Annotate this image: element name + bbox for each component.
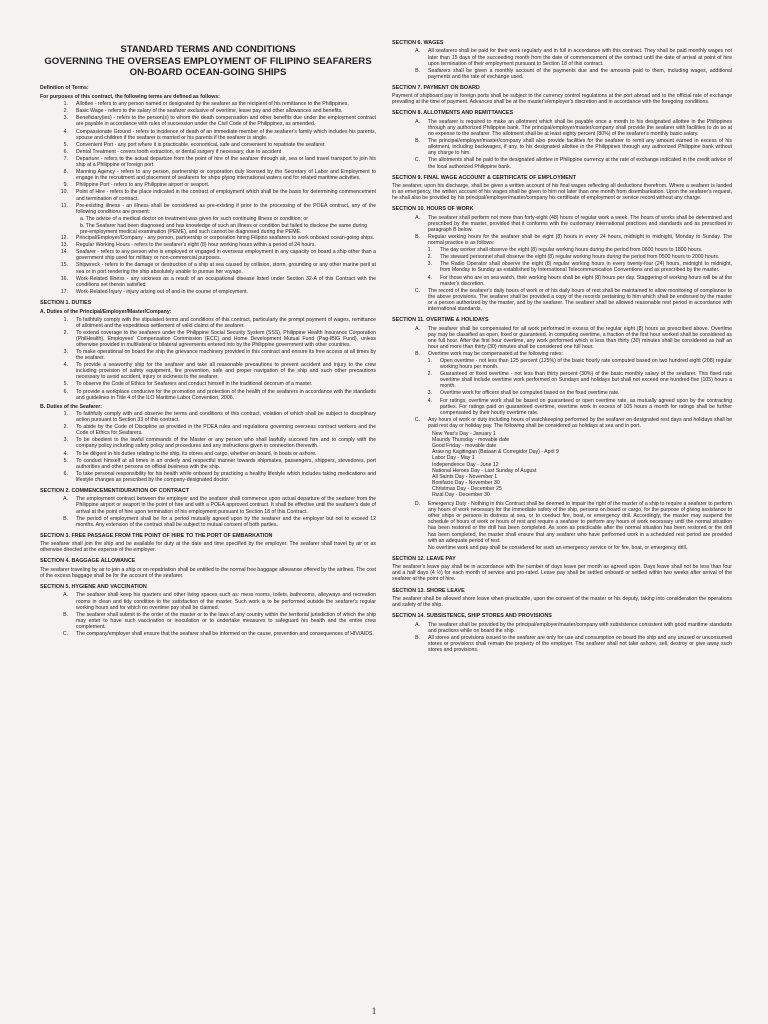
section-3-text: The seafarer shall join the ship and be available for duty at the date and time specified by the employer. The seafarer shall travel by air or as otherwise directed at the expense of the employer. — [40, 541, 376, 554]
duty-item: 4. To provide a seaworthy ship for the seafarer and take all reasonable precautions to prevent accident and injury to the crew including provision of safety equipment, fire prevention, safe and proper navigation of the ship and such other precautions necessary to avoid accident, injury or sickness to the seafarer. — [63, 362, 376, 381]
duty-item: 2. To extend coverage to the seafarers under the Philippine Social Security System (SSS), Philippine Health Insurance Corporation (PhilHealth), Employees' Compensation Commission (ECC) and Home Development Mutual Fund (Pag-IBIG Fund), unless otherwise provided in multilateral or bilateral agreements entered into by the Philippine government with other countries. — [63, 329, 376, 348]
definition-item: 10. Point of Hire - refers to the place indicated in the contract of employment which shall be the basis for determining commencement and termination of contract. — [60, 189, 376, 202]
duty-item: 5. To observe the Code of Ethics for Seafarers and conduct himself in the traditional decorum of a master. — [63, 381, 313, 388]
section-11-d-note: No overtime work and pay shall be considered for such an emergency service or for fire, boat, or emergency drill. — [428, 544, 688, 551]
section-1-a-heading: A. Duties of the Principal/Employer/Master/Company: — [40, 309, 172, 316]
definitions-intro: For purposes of this contract, the following terms are defined as follows: — [40, 93, 220, 100]
section-2-list — [40, 496, 376, 527]
duty-item: 3. To be obedient to the lawful commands of the Master or any person who shall lawfully succeed him and to comply with the company policy including safety policy and procedures and any instructions given in connection therewith. — [63, 437, 376, 450]
preexisting-note: b. The Seafarer had been diagnosed and has knowledge of such an illness or condition but failed to disclose the same during pre-employment medical examination (PEME), and such cannot be diagnosed during the PEME. — [80, 222, 368, 235]
section-3-heading: SECTION 3. FREE PASSAGE FROM THE POINT OF HIRE TO THE PORT OF EMBARKATION — [40, 532, 273, 539]
section-1-heading: SECTION 1. DUTIES — [40, 299, 92, 306]
holiday-item: Araw ng Kagitingan (Bataan & Corregidor Day) - April 9 — [432, 449, 559, 456]
clause-item: A. The employment contract between the employer and the seafarer shall commence upon actual departure of the seafarer from the Philippine airport or seaport in the point of hire and with a POEA approved contract. It shall be effective until the seafarer's date of arrival at the point of hire upon termination of his employment pursuant to Section 18 of this Contract. — [63, 496, 376, 515]
definition-item: 5. Convenient Port - any port where it is practicable, economical, safe and convenient to repatriate the seafarer. — [63, 141, 326, 148]
holiday-item: Independence Day - June 12 — [432, 461, 499, 468]
definition-item: 16. Work-Related Illness - any sickness as a result of an occupational disease listed under Section 32-A of this Contract with the conditions set therein satisfied — [60, 275, 376, 288]
definition-item: 8. Manning Agency - refers to any person, partnership or corporation duly licensed by the Secretary of Labor and Employment to engage in the recruitment and placement of seafarers for ships plying international waters and for related maritime activities. — [63, 169, 376, 182]
definition-item: 17. Work-Related Injury - injury arising out of and in the course of employment. — [60, 288, 249, 295]
holiday-item: Rizal Day - December 30 — [432, 491, 490, 498]
section-8-list — [392, 119, 732, 170]
left-column — [40, 40, 376, 638]
duty-item: 6. To take personal responsibility for his health while onboard by practicing a healthy lifestyle which includes taking medications and lifestyle changes as prescribed by the company-designated doctor. — [63, 470, 376, 483]
clause-item: A. The seafarer shall keep his quarters and other living spaces such as: mess rooms, toilets, bathrooms, alleyways and recreation rooms in clean and tidy condition to the satisfaction of the master. Such work is to be performed outside the seafarer's regular working hours and for which no overtime pay shall be claimed. — [63, 592, 376, 611]
section-4-heading: SECTION 4. BAGGAGE ALLOWANCE — [40, 558, 136, 565]
section-10-b-list — [404, 247, 732, 287]
document-title — [40, 44, 376, 79]
definition-item: 15. Shipwreck - refers to the damage or destruction of a ship at sea caused by collision, storm, grounding or any other marine peril at sea or in port rendering the ship absolutely unable to pursue her voyage. — [60, 262, 376, 275]
section-11-heading: SECTION 11. OVERTIME & HOLIDAYS — [392, 317, 489, 324]
section-9-text: The seafarer, upon his discharge, shall be given a written account of his final wages reflecting all deductions therefrom. Where a seafarer is landed in an emergency, the written account of his wages shall be given to him not later than one month from disembarkation. Upon the seafarer's request, he shall also be provided by his principal/employer/master/company his certificate of employment or service record without any charge. — [392, 183, 732, 202]
clause-item: B. Seafarers shall be given a monthly account of the payments due and the amounts paid to them, including wages, additional payments and the rate of exchange used. — [415, 67, 732, 80]
definition-item: 4. Compassionate Ground - refers to incidence of death of an immediate member of the seafarer's family which includes his parents, spouse and children if the seafarer is married or his parents if the seafarer is single. — [63, 128, 376, 141]
section-1-b-heading: B. Duties of the Seafarer: — [40, 403, 102, 410]
holiday-item: New Year's Day - January 1 — [432, 431, 496, 438]
page-number: 1 — [371, 1006, 377, 1016]
duty-item: 3. To make operational on board the ship the grievance machinery provided in this contract and ensure its free access at all times by the seafarer. — [63, 348, 376, 362]
section-11-d: D. Emergency Duty - Nothing in this Contract shall be deemed to impair the right of the master of a ship to require a seafarer to perform any hours of work necessary for the immediate safety of the ship, persons on board or cargo, for the purpose of giving assistance to other ships or persons in distress at sea, or to conduct fire, boat, or emergency drill. Accordingly, the master may suspend the schedule of hours of work or hours of rest and require a seafarer to perform any hours of work necessary until the normal situation has been restored or the drill has been completed. As soon as practicable after the normal situation has been restored or the drill has been completed, the master shall ensure that any seafarer who have performed work in a scheduled rest period are provided with an adequate period of rest. — [414, 501, 732, 544]
definition-item: 14. Seafarer - refers to any person who is employed or engaged in overseas employment in any capacity on board a ship other than a government ship used for military or non-commercial purposes. — [60, 249, 376, 262]
section-7-text: Payment of shipboard pay in foreign ports shall be subject to the currency control regulations at the port abroad and to the official rate of exchange prevailing at the time of payment. Advances shall be at the master's/employer's discretion and in accordance with the foregoing conditions. — [392, 93, 732, 106]
clause-item: A. The seafarer is required to make an allotment which shall be payable once a month to his designated allottee in the Philippines through any authorized Philippine bank. The principal/employer/master/company shall provide the seafarer with facilities to do so at no expense to the seafarer. The allotment shall be at least eighty percent (80%) of the seafarer's monthly basic salary. — [415, 118, 732, 138]
section-9-heading: SECTION 9. FINAL WAGE ACCOUNT & CERTIFICATE OF EMPLOYMENT — [392, 174, 577, 181]
definition-item: 12. Principal/Employer/Company - any person, partnership or corporation hiring Filipino seafarers to work onboard ocean-going ships. — [60, 235, 375, 242]
definition-item: 1. Allottee - refers to any person named or designated by the seafarer as the recipient of his remittance to the Philippines. — [63, 101, 349, 108]
title-line: GOVERNING THE OVERSEAS EMPLOYMENT OF FILIPINO SEAFARERS — [44, 55, 372, 67]
duty-item: 5. To conduct himself at all times in an orderly and respectful manner towards shipmates, passengers, shippers, stevedores, port authorities and other persons on official business with the ship. — [63, 457, 376, 470]
clause-item: C. The company/employer shall ensure that the seafarer shall be informed on the cause, prevention and consequences of HIV/AIDS. — [62, 631, 374, 637]
section-5-heading: SECTION 5. HYGIENE AND VACCINATION — [40, 584, 147, 591]
section-10-c: C. The record of the seafarer's daily hours of work or of his daily hours of rest shall be maintained to allow monitoring of compliance to the above provisions. The seafarer shall be provided a copy of the records pertaining to him which shall be endorsed by the master or a person authorized by the master, and by the seafarer. The seafarer shall be allowed reasonable rest period in accordance with international standards. — [414, 287, 732, 313]
section-11-b-list — [404, 358, 732, 416]
definition-item: 2. Basic Wage - refers to the salary of the seafarer exclusive of overtime, leave pay and other allowances and benefits. — [63, 108, 343, 115]
holiday-item: National Heroes Day - Last Sunday of August — [432, 467, 537, 474]
definition-item: 13. Regular Working Hours - refers to the seafarer's eight (8) hour working hours within a period of 24 hours. — [60, 242, 316, 249]
clause-item: C. The allotments shall be paid to the designated allottee in Philippine currency at the rate of exchange indicated in the credit advice of the local authorized Philippine bank. — [414, 157, 732, 170]
section-12-text: The seafarer's leave pay shall be in accordance with the number of days leave per month as agreed upon. Days leave shall not be less than four and a half days (4 ½) for each month of service and pro-rated. Leave pay shall be settled onboard or settled within two weeks after arrival of the seafarer at the point of hire. — [392, 564, 732, 583]
duty-item: 6. To provide a workplace conducive for the promotion and protection of the health of the seafarers in accordance with the standards and guidelines in Title 4 of the ILO Maritime Labor Convention, 2006. — [63, 388, 376, 401]
section-8-heading: SECTION 8. ALLOTMENTS AND REMITTANCES — [392, 110, 514, 117]
sub-clause-item: 3. The Radio Operator shall observe the eight (8) regular working hours in every twenty-four (24) hours, midnight to midnight, from Monday to Sunday as established by International Telecommunication Conventions and as prescribed by the master. — [427, 261, 732, 274]
section-7-heading: SECTION 7. PAYMENT ON BOARD — [392, 84, 480, 91]
clause-item: B. All stores and provisions issued to the seafarer are only for use and consumption on board the ship and any unused or unconsumed stores or provisions shall remain the property of the employer. The seafarer shall not take ashore, sell, destroy or give away such stores and provisions. — [415, 634, 732, 653]
section-13-text: The seafarer shall be allowed shore leave when practicable, upon the consent of the master or his deputy, taking into consideration the operations and safety of the ship. — [392, 595, 732, 608]
holiday-item: Labor Day - May 1 — [432, 455, 475, 462]
sub-clause-item: 2. The steward personnel shall observe the eight (8) regular working hours during the period from 0500 hours to 2000 hours. — [427, 254, 720, 261]
preexisting-note: a. The advice of a medical doctor on treatment was given for such continuing illness or condition; or — [80, 215, 308, 222]
sub-clause-item: 1. Open overtime - not less than 125 percent (125%) of the basic hourly rate computed based on two hundred eight (208) regular working hours per month. — [427, 358, 732, 371]
section-2-heading: SECTION 2. COMMENCEMENT/DURATION OF CONTRACT — [40, 487, 190, 494]
holiday-item: All Saints Day - November 1 — [432, 473, 498, 480]
definition-item: 11. Pre-existing illness - an illness shall be considered as pre-existing if prior to the processing of the POEA contract, any of the following conditions are present: — [61, 202, 376, 215]
section-6-list — [392, 48, 732, 79]
title-line: ON-BOARD OCEAN-GOING SHIPS — [129, 67, 287, 79]
sub-clause-item: 2. Guaranteed or fixed overtime - not less than thirty percent (30%) of the basic monthly salary of the seafarer. This fixed rate overtime shall include overtime work performed on Sundays and holidays but shall not exceed one hundred five (105) hours a month. — [427, 371, 732, 390]
definition-item: 6. Dental Treatment - covers tooth extraction, or dental surgery if necessary, due to accident — [63, 148, 282, 155]
right-column — [392, 40, 732, 654]
definition-item: 7. Departure - refers to the actual departure from the point of hire of the seafarer through air, sea or land travel transport to join his ship at a Philippine or foreign port — [63, 155, 376, 169]
section-10-b: B. Regular working hours for the seafarer shall be eight (8) hours in every 24 hours, midnight to midnight, Monday to Sunday. The normal practice is as follows: — [415, 234, 732, 247]
section-11-a: A. The seafarer shall be compensated for all work performed in excess of the regular eight (8) hours as prescribed above. Overtime pay may be classified as open, fixed or guaranteed. In computing overtime, a fraction of the first hour worked shall be considered as one full hour. After the first hour overtime, any work performed which is less than thirty (30) minutes shall be considered as half an hour and more than thirty (30) minutes shall be considered one full hour. — [415, 325, 732, 350]
holiday-item: Maundy Thursday - movable date — [432, 437, 510, 444]
definition-item: 3. Beneficiary(ies) - refers to the person(s) to whom the death compensation and other benefits due under the employment contract are payable in accordance with rules of succession under the Civil Code of the Philippines, as amended. — [63, 115, 376, 128]
sub-clause-item: 4. For ratings, overtime work shall be based on guaranteed or open overtime rate, as mutually agreed upon by the contracting parties. For ratings paid on guaranteed overtime, overtime work in excess of 105 hours a month for ratings shall be further compensated by their hourly overtime rate. — [427, 397, 732, 416]
duty-item: 1. To faithfully comply with and observe the terms and conditions of this contract, violation of which shall be subject to disciplinary action pursuant to Section 33 of this contract. — [63, 410, 376, 424]
holiday-item: Bonifacio Day - November 30 — [432, 479, 500, 486]
section-10-heading: SECTION 10. HOURS OF WORK — [392, 206, 474, 213]
section-14-list — [392, 622, 732, 653]
duty-item: 1. To faithfully comply with the stipulated terms and conditions of this contract, particularly the prompt payment of wages, remittance of allotment and the expeditious settlement of valid claims of the seafarer. — [63, 316, 376, 329]
title-line: STANDARD TERMS AND CONDITIONS — [120, 44, 296, 55]
section-10-a: A. The seafarer shall perform not more than forty-eight (48) hours of regular work a week. The hours of works shall be determined and prescribed by the master, provided that it conforms with the customary international practices and standards and as prescribed in paragraph B below. — [415, 214, 732, 233]
section-11-c: C. Any hours of work or duty including hours of watchkeeping performed by the seafarer on designated rest days and holidays shall be paid rest day or holiday pay. The following shall be considered as holidays at sea and in port. — [414, 416, 732, 429]
section-14-heading: SECTION 14. SUBSISTENCE, SHIP STORES AND PROVISIONS — [392, 613, 552, 620]
holiday-item: Good Friday - movable date — [432, 443, 497, 450]
section-12-heading: SECTION 12. LEAVE PAY — [392, 555, 456, 562]
holiday-item: Christmas Day - December 25 — [432, 485, 502, 492]
sub-clause-item: 3. Overtime work for officers shall be computed based on the fixed overtime rate. — [427, 390, 620, 397]
section-1-b-list — [40, 411, 376, 483]
section-6-heading: SECTION 6. WAGES — [392, 40, 444, 46]
definitions-heading: Definition of Terms: — [40, 84, 89, 91]
clause-item: A. The seafarer shall be provided by the principal/employer/master/company with subsistence consistent with good maritime standards and practices while on board the ship. — [415, 621, 732, 634]
duty-item: 4. To be diligent in his duties relating to the ship, its stores and cargo, whether on board, in boats or ashore. — [63, 450, 317, 457]
sub-clause-item: 4. For those who are on sea watch, their working hours shall be eight (8) hours per day. Staggering of working hours will be at the master's discretion. — [427, 274, 732, 287]
definition-item: 9. Philippine Port - refers to any Philippine airport or seaport. — [63, 182, 210, 189]
section-1-a-list — [40, 317, 376, 401]
section-5-list — [40, 592, 376, 637]
clause-item: B. The principal/employer/master/company shall also provide facilities for the seafarer to remit any amount earned in excess of his allotment, including backwages, if any, to his designated allottee in the Philippines through any authorized Philippine bank without any charge to him. — [415, 138, 732, 157]
sub-clause-item: 1. The day worker shall observe the eight (8) regular working hours during the period from 0600 hours to 1800 hours. — [427, 247, 703, 254]
section-4-text: The seafarer traveling by air to join a ship or on repatriation shall be entitled to the normal free baggage allowance offered by the airlines. The cost of the excess baggage shall be for the account of the seafarer. — [40, 566, 376, 579]
clause-item: B. The seafarer shall submit to the order of the master or to the laws of any country within the territorial jurisdiction of which the ship may enter to have such vaccination or inoculation or to undertake measures to safeguard his health and the entire crew complement. — [63, 611, 376, 630]
clause-item: A. All seafarers shall be paid for their work regularly and in full in accordance with this contract. They shall be paid monthly wages not later than 15 days of the succeeding month from the date of commencement of the contract until the date of arrival at point of hire upon termination of their employment pursuant to Section 18 of this contract. — [415, 48, 732, 67]
duty-item: 2. To abide by the Code of Discipline as provided in the POEA rules and regulations governing overseas contract workers and the Code of Ethics for Seafarers. — [63, 424, 376, 437]
section-11-b: B. Overtime work may be compensated at the following rates: — [415, 350, 563, 357]
definitions-list — [40, 101, 376, 295]
holidays-list — [392, 431, 732, 498]
clause-item: B. The period of employment shall be for a period mutually agreed upon by the seafarer and the employer but not to exceed 12 months. Any extension of the contract shall be subject to mutual consent of both parties. — [63, 515, 376, 528]
section-13-heading: SECTION 13. SHORE LEAVE — [392, 587, 465, 594]
